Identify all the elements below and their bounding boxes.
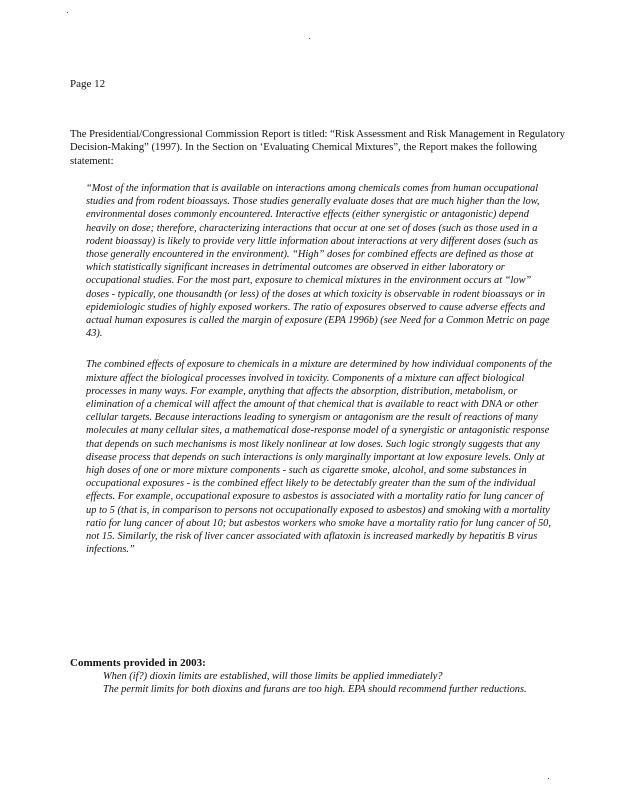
intro-paragraph: The Presidential/Congressional Commission Report is titled: “Risk Assessment and Risk Management in Regulatory Decision-Making” (1997). In the Section on ‘Evaluating Chemical Mixtures”, the Report makes the following statement: xyxy=(70,129,565,167)
scan-speck-right xyxy=(548,778,549,779)
quote-paragraph-1: “Most of the information that is available on interactions among chemicals comes from human occupational studies and from rodent bioassays. Those studies generally evaluate doses that are much higher than the low, environmental doses commonly encountered. Interactive effects (either synergistic or antagonistic) depend heavily on dose; therefore, characterizing interactions that occur at one set of doses (such as those used in a rodent bioassay) is likely to provide very little information about interactions at very different doses (such as those generally encountered in the environment). “High” doses for combined effects are defined as those at which statistically significant increases in detrimental outcomes are observed in either laboratory or occupational studies. For the most part, exposure to chemical mixtures in the environment occurs at “low” doses - typically, one thousandth (or less) of the doses at which toxicity is observable in rodent bioassays or in epidemiologic studies of highly exposed workers. The ratio of exposures observed to cause adverse effects and actual human exposures is called the margin of exposure (EPA 1996b) (see Need for a Common Metric on page 43). xyxy=(86,183,550,340)
comment-line-2: The permit limits for both dioxins and furans are too high. EPA should recommend further reductions. xyxy=(103,684,527,696)
comment-line-1: When (if?) dioxin limits are established, will those limits be applied immediately? xyxy=(103,671,443,682)
quote-paragraph-2: The combined effects of exposure to chemicals in a mixture are determined by how individual components of the mixture affect the biological processes involved in toxicity. Components of a mixture can affect biological processes in many ways. For example, anything that affects the absorption, distribution, metabolism, or elimination of a chemical will affect the amount of that chemical that is available to react with DNA or other cellular targets. Because interactions leading to synergism or antagonism are the result of reactions of many molecules at many cellular sites, a mathematical dose-response model of a synergistic or antagonistic response that depends on such mechanisms is most likely nonlinear at low doses. Such logic strongly suggests that any disease process that depends on such interactions is only marginally important at low exposure levels. Only at high doses of one or more mixture components - such as cigarette smoke, alcohol, and some substances in occupational exposures - is the combined effect likely to be detectably greater than the sum of the individual effects. For example, occupational exposure to asbestos is associated with a mortality ratio for lung cancer of up to 5 (that is, in comparison to persons not occupationally exposed to asbestos) and smoking with a mortality ratio for lung cancer of about 10; but asbestos workers who smoke have a mortality ratio for lung cancer of 50, not 15. Similarly, the risk of liver cancer associated with aflatoxin is increased markedly by hepatitis B virus infections.” xyxy=(86,359,553,556)
comments-body xyxy=(103,670,533,696)
quoted-statement xyxy=(86,182,556,574)
scan-speck-mid xyxy=(309,38,310,39)
page-number: Page 12 xyxy=(70,78,106,90)
comments-heading: Comments provided in 2003: xyxy=(70,657,206,669)
scan-speck-top xyxy=(67,12,68,13)
